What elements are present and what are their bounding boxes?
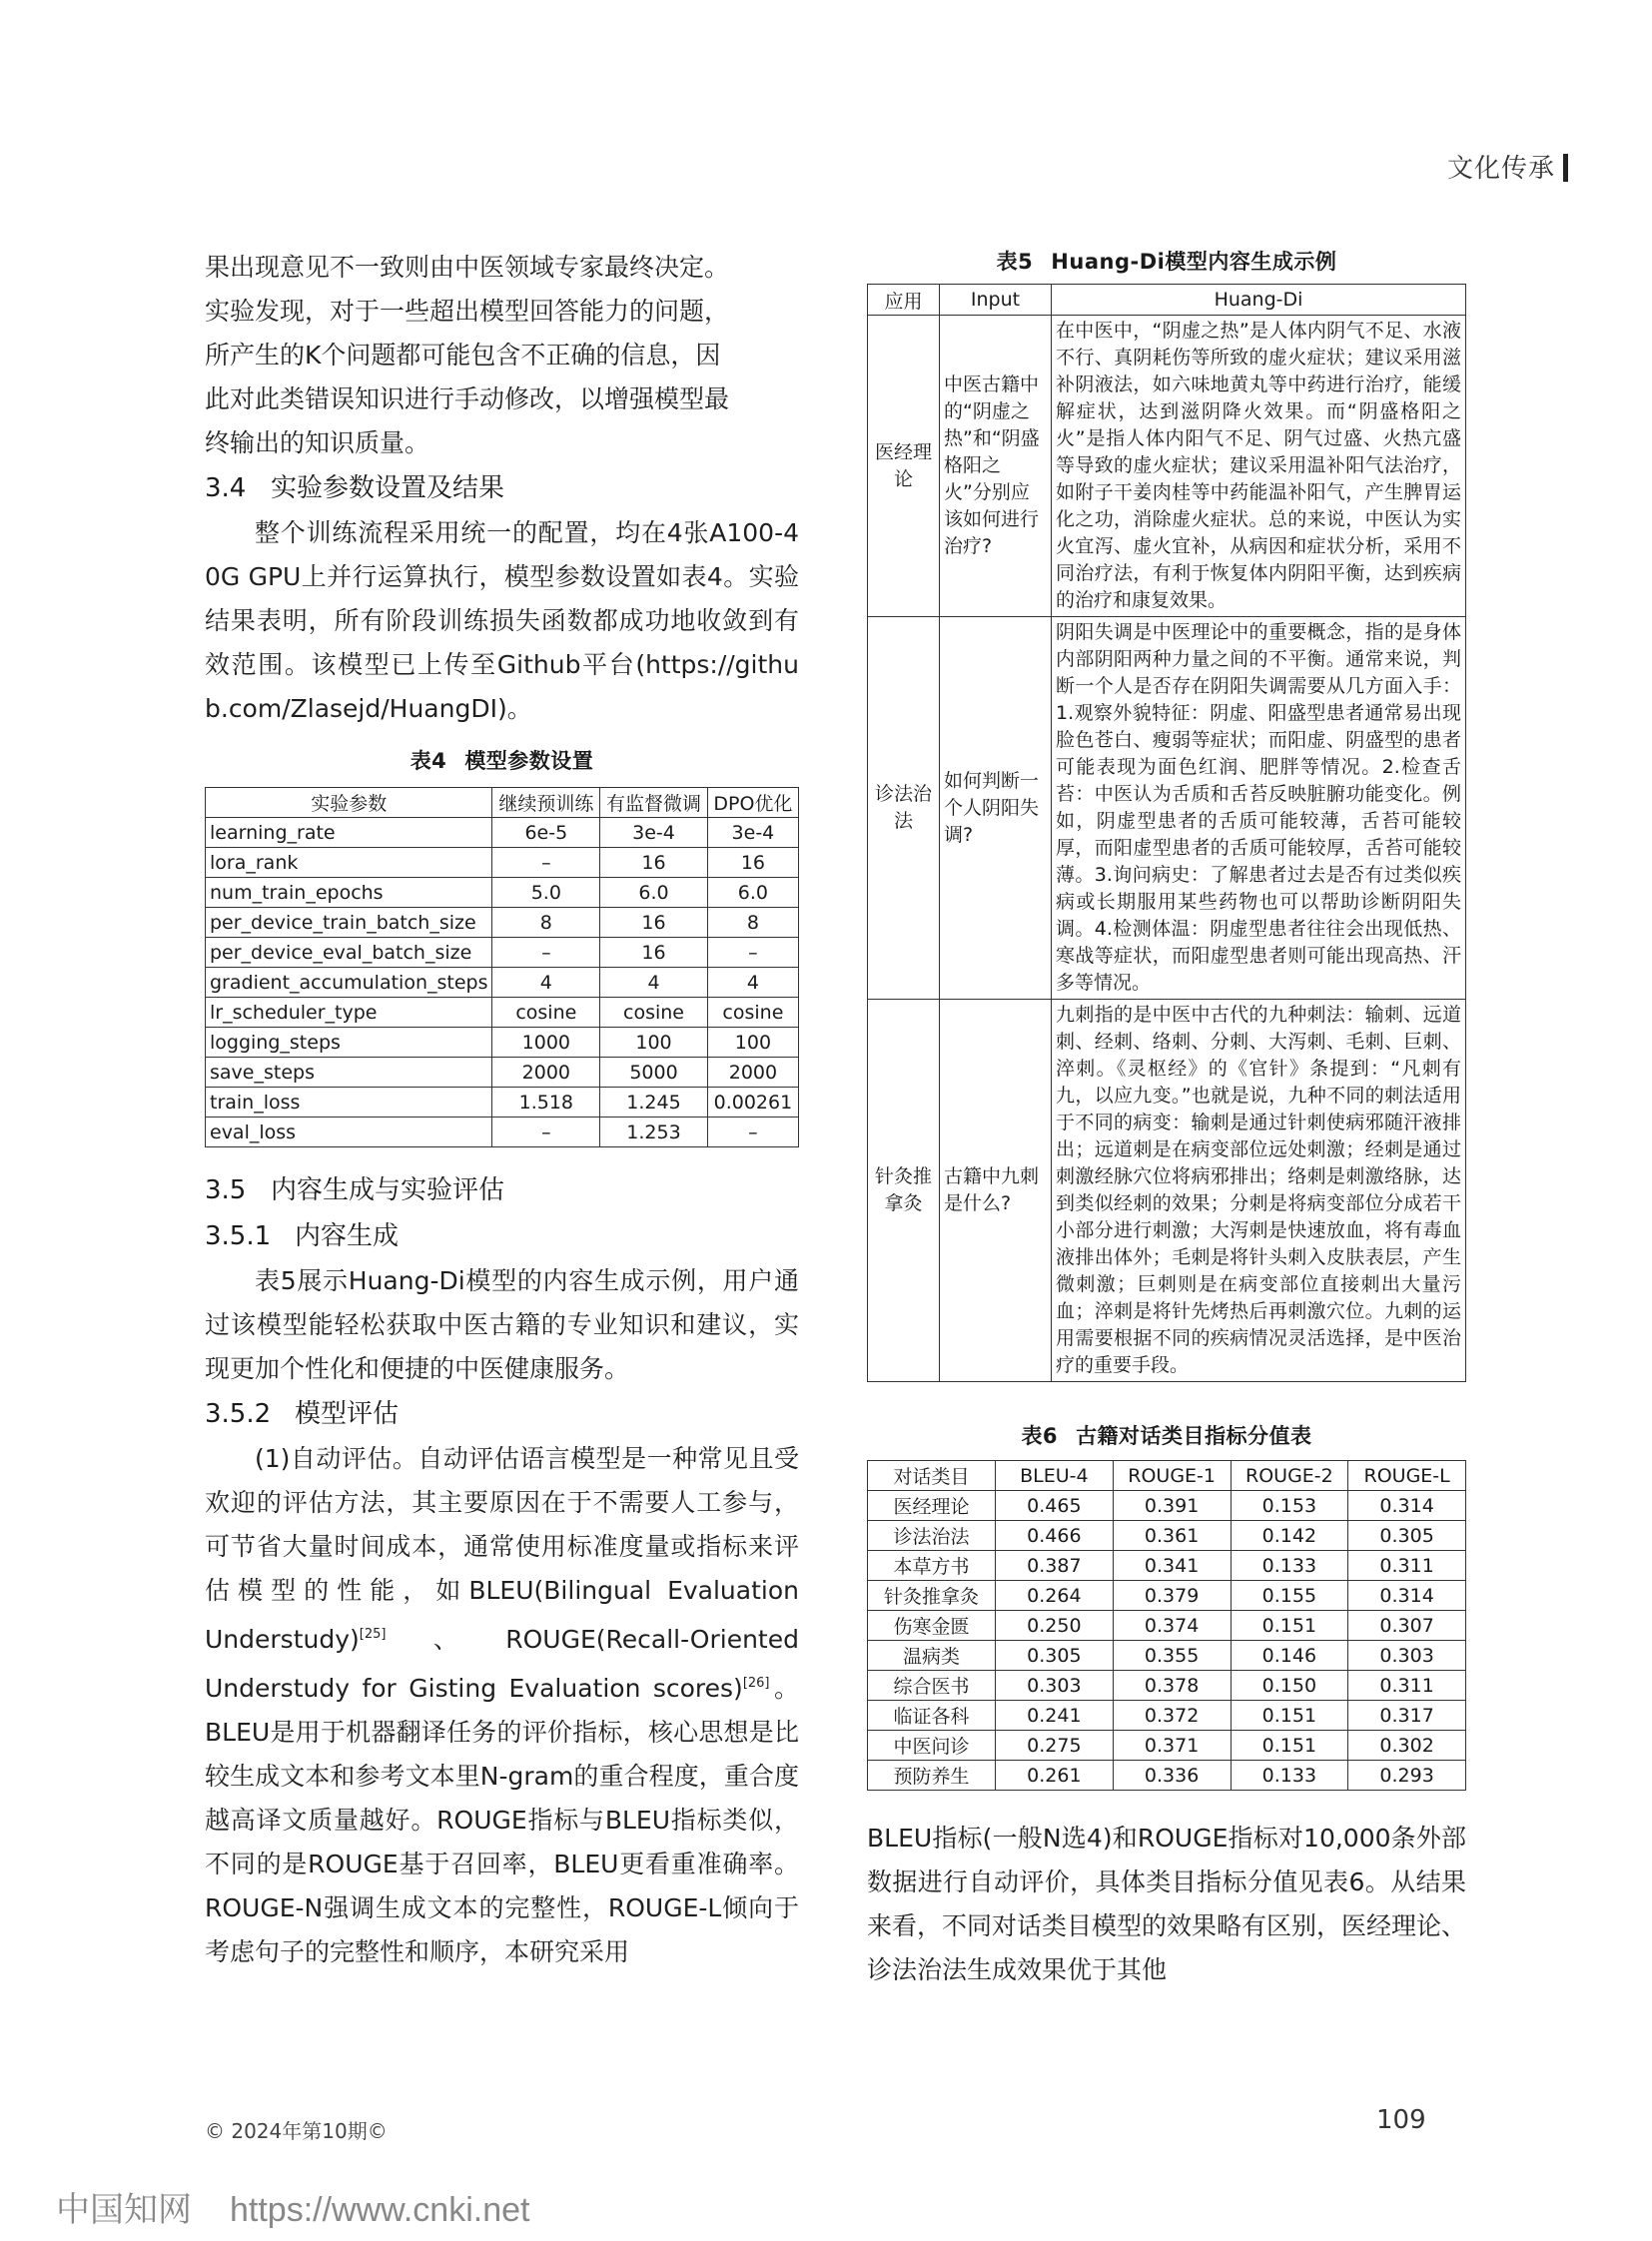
application-cell: 针灸推拿灸 [868, 1000, 940, 1382]
score-cell: 0.151 [1231, 1731, 1348, 1761]
column-header: BLEU-4 [996, 1461, 1114, 1491]
table4-caption [205, 745, 799, 775]
page-number: 109 [1376, 2105, 1426, 2135]
input-cell: 古籍中九刺是什么? [940, 1000, 1052, 1382]
citation-ref: [25] [359, 1627, 387, 1642]
caption-label: 表6 [1021, 1424, 1059, 1448]
score-cell: 0.303 [1348, 1641, 1466, 1671]
category-cell: 医经理论 [868, 1491, 996, 1521]
intro-line: 实验发现，对于一些超出模型回答能力的问题， [205, 297, 730, 326]
parameter-value-cell: cosine [492, 998, 600, 1028]
column-header: ROUGE-L [1348, 1461, 1466, 1491]
table6-metric-scores [867, 1460, 1466, 1791]
parameter-value-cell: – [492, 848, 600, 878]
input-cell: 中医古籍中的“阴虚之热”和“阴盛格阳之火”分别应该如何进行治疗? [940, 316, 1052, 617]
score-cell: 0.241 [996, 1701, 1114, 1731]
parameter-value-cell: 4 [492, 968, 600, 998]
section-title: 内容生成与实验评估 [271, 1175, 505, 1205]
section-number: 3.5.1 [205, 1221, 272, 1251]
parameter-value-cell: cosine [600, 998, 708, 1028]
output-cell: 阴阳失调是中医理论中的重要概念，指的是身体内部阴阳两种力量之间的不平衡。通常来说，判断一个人是否存在阴阳失调需要从几方面入手：1.观察外貌特征：阴虚、阳盛型患者通常易出现脸色苍白、瘦弱等症状；而阳虚、阴盛型的患者可能表现为面色红润、肥胖等情况。2.检查舌苔：中医认为舌质和舌苔反映脏腑功能变化。例如，阴虚型患者的舌质可能较薄，舌苔可能较厚，而阳虚型患者的舌质可能较厚，舌苔可能较薄。3.询问病史：了解患者过去是否有过类似疾病或长期服用某些药物也可以帮助诊断阴阳失调。4.检测体温：阴虚型患者往往会出现低热、寒战等症状，而阳虚型患者则可能出现高热、汗多等情况。 [1052, 617, 1466, 1000]
section-number: 3.4 [205, 473, 247, 503]
score-cell: 0.374 [1113, 1611, 1231, 1641]
parameter-value-cell: 4 [707, 968, 798, 998]
score-cell: 0.361 [1113, 1521, 1231, 1551]
table-row [868, 1551, 1466, 1581]
parameter-value-cell: 6.0 [707, 878, 798, 908]
parameter-value-cell: – [707, 938, 798, 968]
score-cell: 0.305 [996, 1641, 1114, 1671]
score-cell: 0.387 [996, 1551, 1114, 1581]
score-cell: 0.336 [1113, 1761, 1231, 1791]
score-cell: 0.155 [1231, 1581, 1348, 1611]
output-cell: 九刺指的是中医中古代的九种刺法：输刺、远道刺、经刺、络刺、分刺、大泻刺、毛刺、巨刺、淬刺。《灵枢经》的《官针》条提到：“凡刺有九，以应九变。”也就是说，九种不同的刺法适用于不同的病变：输刺是通过针刺使病邪随汗液排出；远道刺是在病变部位远处刺激；经刺是通过刺激经脉穴位将病邪排出；络刺是刺激络脉，达到类似经刺的效果；分刺是将病变部位分成若干小部分进行刺激；大泻刺是快速放血，将有毒血液排出体外；毛刺是将针头刺入皮肤表层，产生微刺激；巨刺则是在病变部位直接刺出大量污血；淬刺是将针先烤热后再刺激穴位。九刺的运用需要根据不同的疾病情况灵活选择，是中医治疗的重要手段。 [1052, 1000, 1466, 1382]
score-cell: 0.305 [1348, 1521, 1466, 1551]
parameter-value-cell: cosine [707, 998, 798, 1028]
category-cell: 临证各科 [868, 1701, 996, 1731]
parameter-value-cell: 3e-4 [707, 818, 798, 848]
score-cell: 0.303 [996, 1671, 1114, 1701]
table-row [868, 1581, 1466, 1611]
parameter-value-cell: 4 [600, 968, 708, 998]
section-heading-3-4 [205, 465, 799, 511]
parameter-name-cell: num_train_epochs [206, 878, 492, 908]
score-cell: 0.307 [1348, 1611, 1466, 1641]
caption-title: 模型参数设置 [464, 749, 594, 773]
table-row [206, 1028, 799, 1058]
watermark-url: https://www.cnki.net [230, 2191, 530, 2229]
parameter-value-cell: 1.518 [492, 1088, 600, 1118]
application-cell: 诊法治法 [868, 617, 940, 1000]
intro-line: 果出现意见不一致则由中医领域专家最终决定。 [205, 253, 730, 282]
section-heading-3-5-1 [205, 1213, 799, 1259]
parameter-value-cell: 100 [707, 1028, 798, 1058]
table5-caption [867, 246, 1466, 276]
score-cell: 0.378 [1113, 1671, 1231, 1701]
parameter-value-cell: 2000 [492, 1058, 600, 1088]
parameter-name-cell: logging_steps [206, 1028, 492, 1058]
parameter-name-cell: eval_loss [206, 1118, 492, 1147]
section-heading-3-5 [205, 1167, 799, 1213]
score-cell: 0.371 [1113, 1731, 1231, 1761]
table-row [868, 1521, 1466, 1551]
intro-line: 此对此类错误知识进行手动修改，以增强模型最 [205, 384, 730, 413]
table-row [206, 818, 799, 848]
table5-generation-examples [867, 284, 1466, 1382]
parameter-value-cell: 8 [492, 908, 600, 938]
score-cell: 0.314 [1348, 1581, 1466, 1611]
section-title: 内容生成 [295, 1221, 400, 1251]
table-row [206, 968, 799, 998]
watermark-site-name: 中国知网 [56, 2191, 192, 2229]
score-cell: 0.261 [996, 1761, 1114, 1791]
column-header: DPO优化 [707, 788, 798, 818]
watermark [56, 2182, 529, 2231]
caption-label: 表4 [410, 749, 447, 773]
table-row [868, 1731, 1466, 1761]
column-header: 对话类目 [868, 1461, 996, 1491]
table-row [206, 878, 799, 908]
application-cell: 医经理论 [868, 316, 940, 617]
score-cell: 0.146 [1231, 1641, 1348, 1671]
score-cell: 0.391 [1113, 1491, 1231, 1521]
score-cell: 0.355 [1113, 1641, 1231, 1671]
score-cell: 0.311 [1348, 1551, 1466, 1581]
category-cell: 伤寒金匮 [868, 1611, 996, 1641]
parameter-value-cell: 16 [600, 908, 708, 938]
paragraph-text: (1)自动评估。自动评估语言模型是一种常见且受欢迎的评估方法，其主要原因在于不需要人工参与，可节省大量时间成本，通常使用标准度量或指标来评估模型的性能，如BLEU(Bilingual Evaluation Understudy) [205, 1444, 799, 1654]
parameter-value-cell: 16 [600, 848, 708, 878]
column-header: 有监督微调 [600, 788, 708, 818]
parameter-value-cell: 0.00261 [707, 1088, 798, 1118]
section-tag-text: 文化传承 [1446, 154, 1555, 184]
parameter-value-cell: 5000 [600, 1058, 708, 1088]
paragraph-after-table6: BLEU指标(一般N选4)和ROUGE指标对10,000条外部数据进行自动评价，具体类目指标分值见表6。从结果来看，不同对话类目模型的效果略有区别，医经理论、诊法治法生成效果优于其他 [867, 1824, 1467, 1984]
table-row [868, 316, 1466, 617]
input-cell: 如何判断一个人阴阳失调? [940, 617, 1052, 1000]
section-tag [1447, 148, 1568, 185]
parameter-value-cell: – [492, 938, 600, 968]
table-row [868, 1761, 1466, 1791]
citation-ref: [26] [742, 1676, 770, 1691]
table-header-row [868, 285, 1466, 316]
score-cell: 0.150 [1231, 1671, 1348, 1701]
table-row [206, 848, 799, 878]
score-cell: 0.302 [1348, 1731, 1466, 1761]
table4-model-parameters [205, 787, 799, 1147]
parameter-value-cell: 1.253 [600, 1118, 708, 1147]
table-row [868, 1000, 1466, 1382]
category-cell: 诊法治法 [868, 1521, 996, 1551]
parameter-value-cell: 8 [707, 908, 798, 938]
score-cell: 0.151 [1231, 1611, 1348, 1641]
parameter-name-cell: save_steps [206, 1058, 492, 1088]
score-cell: 0.379 [1113, 1581, 1231, 1611]
table-row [206, 1118, 799, 1147]
parameter-name-cell: per_device_train_batch_size [206, 908, 492, 938]
score-cell: 0.133 [1231, 1761, 1348, 1791]
right-column [867, 246, 1466, 1992]
table-header-row [868, 1461, 1466, 1491]
column-header: Input [940, 285, 1052, 316]
score-cell: 0.466 [996, 1521, 1114, 1551]
intro-line: 终输出的知识质量。 [205, 428, 430, 457]
column-header: ROUGE-2 [1231, 1461, 1348, 1491]
parameter-value-cell: 6.0 [600, 878, 708, 908]
score-cell: 0.465 [996, 1491, 1114, 1521]
score-cell: 0.341 [1113, 1551, 1231, 1581]
parameter-name-cell: learning_rate [206, 818, 492, 848]
score-cell: 0.314 [1348, 1491, 1466, 1521]
caption-title: Huang-Di模型内容生成示例 [1051, 250, 1337, 274]
score-cell: 0.250 [996, 1611, 1114, 1641]
parameter-value-cell: 100 [600, 1028, 708, 1058]
score-cell: 0.317 [1348, 1701, 1466, 1731]
caption-title: 古籍对话类目指标分值表 [1076, 1424, 1312, 1448]
table-row [206, 998, 799, 1028]
score-cell: 0.264 [996, 1581, 1114, 1611]
column-header: ROUGE-1 [1113, 1461, 1231, 1491]
parameter-name-cell: lora_rank [206, 848, 492, 878]
table-header-row [206, 788, 799, 818]
parameter-value-cell: 1.245 [600, 1088, 708, 1118]
paragraph-3-5-2 [205, 1437, 799, 1974]
score-cell: 0.311 [1348, 1671, 1466, 1701]
category-cell: 中医问诊 [868, 1731, 996, 1761]
parameter-name-cell: per_device_eval_batch_size [206, 938, 492, 968]
parameter-name-cell: lr_scheduler_type [206, 998, 492, 1028]
column-header: 实验参数 [206, 788, 492, 818]
parameter-name-cell: train_loss [206, 1088, 492, 1118]
footer-issue: © 2024年第10期© [205, 2119, 388, 2143]
paragraph-text: 。BLEU是用于机器翻译任务的评价指标，核心思想是比较生成文本和参考文本里N-gram的重合程度，重合度越高译文质量越好。ROUGE指标与BLEU指标类似，不同的是ROUGE基于召回率，BLEU更看重准确率。ROUGE-N强调生成文本的完整性，ROUGE-L倾向于考虑句子的完整性和顺序，本研究采用 [205, 1674, 799, 1966]
parameter-value-cell: – [492, 1118, 600, 1147]
table-row [206, 908, 799, 938]
table-row [868, 1701, 1466, 1731]
left-column [205, 246, 799, 1974]
column-header: Huang-Di [1052, 285, 1466, 316]
score-cell: 0.142 [1231, 1521, 1348, 1551]
paragraph-3-4: 整个训练流程采用统一的配置，均在4张A100-40G GPU上并行运算执行，模型参数设置如表4。实验结果表明，所有阶段训练损失函数都成功地收敛到有效范围。该模型已上传至Github平台(https://github.com/Zlasejd/HuangDI)。 [205, 518, 799, 723]
intro-line: 所产生的K个问题都可能包含不正确的信息，因 [205, 341, 721, 370]
paragraph-text: 、ROUGE(Recall-Oriented Understudy for Gisting Evaluation scores) [205, 1625, 799, 1703]
score-cell: 0.151 [1231, 1701, 1348, 1731]
table-row [868, 1641, 1466, 1671]
parameter-value-cell: 16 [600, 938, 708, 968]
category-cell: 预防养生 [868, 1761, 996, 1791]
score-cell: 0.133 [1231, 1551, 1348, 1581]
table-row [206, 938, 799, 968]
paragraph-3-5-1: 表5展示Huang-Di模型的内容生成示例，用户通过该模型能轻松获取中医古籍的专业知识和建议，实现更加个性化和便捷的中医健康服务。 [205, 1266, 799, 1383]
category-cell: 温病类 [868, 1641, 996, 1671]
parameter-name-cell: gradient_accumulation_steps [206, 968, 492, 998]
parameter-value-cell: 16 [707, 848, 798, 878]
intro-paragraph [205, 246, 799, 465]
parameter-value-cell: 1000 [492, 1028, 600, 1058]
section-title: 模型评估 [295, 1399, 400, 1429]
caption-label: 表5 [996, 250, 1034, 274]
section-title: 实验参数设置及结果 [271, 473, 505, 503]
table-row [868, 1611, 1466, 1641]
category-cell: 本草方书 [868, 1551, 996, 1581]
table-row [206, 1088, 799, 1118]
header-bar [1563, 154, 1568, 182]
parameter-value-cell: 5.0 [492, 878, 600, 908]
table-row [868, 1491, 1466, 1521]
section-number: 3.5 [205, 1175, 247, 1205]
score-cell: 0.372 [1113, 1701, 1231, 1731]
score-cell: 0.275 [996, 1731, 1114, 1761]
column-header: 继续预训练 [492, 788, 600, 818]
score-cell: 0.293 [1348, 1761, 1466, 1791]
output-cell: 在中医中，“阴虚之热”是人体内阴气不足、水液不行、真阴耗伤等所致的虚火症状；建议采用滋补阴液法，如六味地黄丸等中药进行治疗，能缓解症状，达到滋阴降火效果。而“阴盛格阳之火”是指人体内阳气不足、阴气过盛、火热亢盛等导致的虚火症状；建议采用温补阳气法治疗，如附子干姜肉桂等中药能温补阳气，产生脾胃运化之功，消除虚火症状。总的来说，中医认为实火宜泻、虚火宜补，从病因和症状分析，采用不同治疗法，有利于恢复体内阴阳平衡，达到疾病的治疗和康复效果。 [1052, 316, 1466, 617]
section-number: 3.5.2 [205, 1399, 272, 1429]
column-header: 应用 [868, 285, 940, 316]
category-cell: 综合医书 [868, 1671, 996, 1701]
table-row [206, 1058, 799, 1088]
parameter-value-cell: 6e-5 [492, 818, 600, 848]
table-row [868, 1671, 1466, 1701]
score-cell: 0.153 [1231, 1491, 1348, 1521]
parameter-value-cell: 3e-4 [600, 818, 708, 848]
category-cell: 针灸推拿灸 [868, 1581, 996, 1611]
table6-caption [867, 1420, 1466, 1450]
table-row [868, 617, 1466, 1000]
parameter-value-cell: – [707, 1118, 798, 1147]
section-heading-3-5-2 [205, 1391, 799, 1437]
parameter-value-cell: 2000 [707, 1058, 798, 1088]
